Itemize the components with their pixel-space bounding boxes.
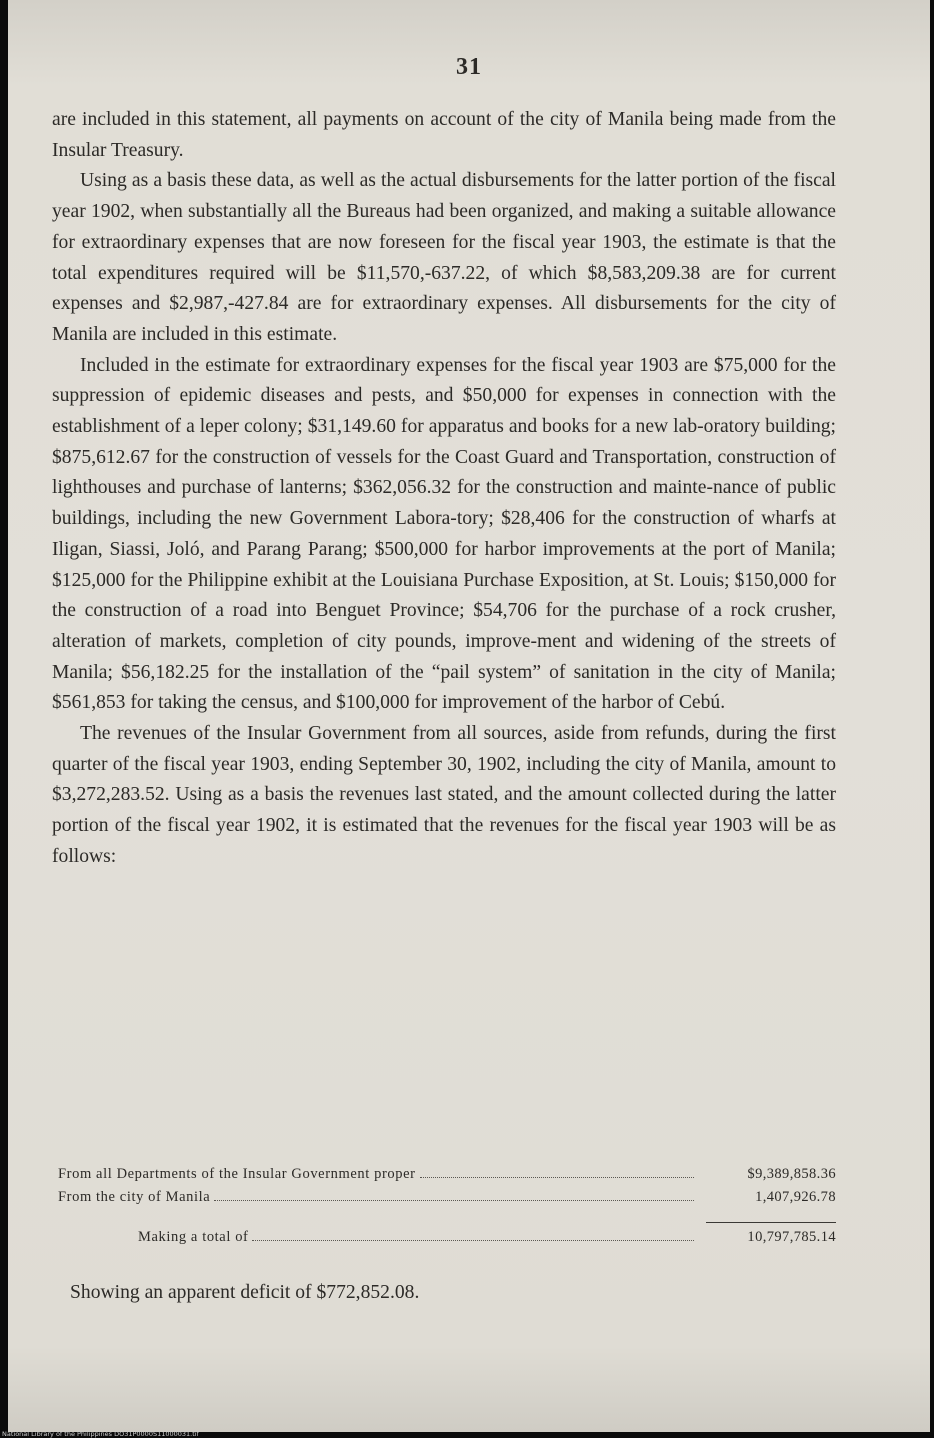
revenue-row-departments (58, 1166, 836, 1189)
paragraph-continuation: are included in this statement, all payments on account of the city of Manila being made from the Insular Treasury. (52, 109, 836, 161)
paragraph-expenditure-estimate: Using as a basis these data, as well as the actual disbursements for the latter portion of the fiscal year 1902, when substantially all the Bureaus had been organized, and making a suitable allowance for extraordinary expenses that are now foreseen for the fiscal year 1903, the estimate is that the total expenditures required will be $11,570,-637.22, of which $8,583,209.38 are for current expenses and $2,987,-427.84 are for extraordinary expenses. All disbursements for the city of Manila are included in this estimate. (52, 170, 836, 345)
revenue-label: From the city of Manila (58, 1189, 211, 1205)
body-text (52, 105, 836, 873)
paragraph-extraordinary-expenses: Included in the estimate for extraordinary expenses for the fiscal year 1903 are $75,000 for the suppression of epidemic diseases and pests, and $50,000 for expenses in connection with the establishment of a leper colony; $31,149.60 for apparatus and books for a new lab-oratory building; $875,612.67 for the construction of vessels for the Coast Guard and Transportation, construction of lighthouses and purchase of lanterns; $362,056.32 for the construction and mainte-nance of public buildings, including the new Government Labora-tory; $28,406 for the construction of wharfs at Iligan, Siassi, Joló, and Parang Parang; $500,000 for harbor improvements at the port of Manila; $125,000 for the Philippine exhibit at the Louisiana Purchase Exposition, at St. Louis; $150,000 for the construction of a road into Benguet Province; $54,706 for the purchase of a rock crusher, alteration of markets, completion of city pounds, improve-ment and widening of the streets of Manila; $56,182.25 for the installation of the “pail system” of sanitation in the city of Manila; $561,853 for taking the census, and $100,000 for improvement of the harbor of Cebú. (52, 354, 836, 714)
revenue-amount: $9,389,858.36 (747, 1166, 836, 1182)
revenue-table (58, 1166, 836, 1252)
document-page (8, 0, 930, 1432)
revenue-total-row (58, 1229, 836, 1252)
sum-rule (706, 1222, 836, 1223)
revenue-label: From all Departments of the Insular Government proper (58, 1166, 416, 1182)
paragraph-revenues: The revenues of the Insular Government from all sources, aside from refunds, during the first quarter of the fiscal year 1903, ending September 30, 1902, including the city of Manila, amount to $3,272,283.52. Using as a basis the revenues last stated, and the amount collected during the latter portion of the fiscal year 1902, it is estimated that the revenues for the fiscal year 1903 will be as follows: (52, 723, 836, 867)
revenue-row-city (58, 1189, 836, 1212)
deficit-statement: Showing an apparent deficit of $772,852.08. (70, 1282, 420, 1303)
total-label: Making a total of (138, 1229, 249, 1245)
leader-dots (214, 1200, 694, 1201)
total-amount: 10,797,785.14 (747, 1229, 836, 1245)
archive-footer: National Library of the Philippines DO31P0000S11000031.tif (2, 1430, 199, 1438)
leader-dots (420, 1177, 694, 1178)
leader-dots (252, 1240, 694, 1241)
revenue-amount: 1,407,926.78 (755, 1189, 836, 1205)
page-number: 31 (456, 54, 482, 80)
